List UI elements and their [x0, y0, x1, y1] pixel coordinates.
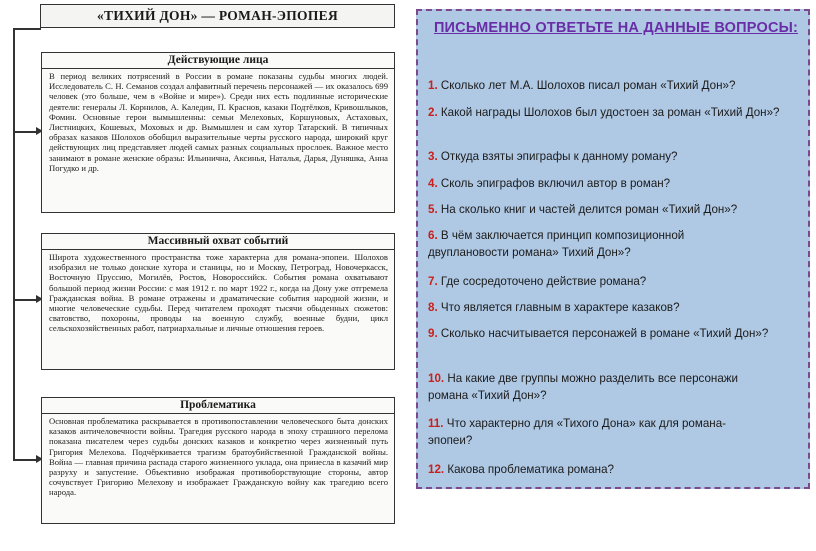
question-text: Что является главным в характере казаков?	[440, 301, 680, 314]
scheme-title: «ТИХИЙ ДОН» — РОМАН-ЭПОПЕЯ	[40, 4, 395, 28]
arrow-right-icon	[13, 131, 37, 133]
block-text: Широта художественного пространства тоже характерна для романа-эпопеи. Шолохов изобразил не только донские хутора и станицы, но и Москву, Петроград, Новочеркасск, Восточную Пруссию, Могилёв, Ростов, Новороссийск. События романа охватывают большой период жизни России: с мая 1912 г. по март 1922 г., когда на Дону уже отгремела Гражданская война. В романе отражены и драматические события народной жизни, и многие человеческие судьбы. Перед читателем проходят тысячи обыденных сюжетов: сватовство, похороны, проводы на военную службу, военные будни, цикл сельскохозяйственных работ, патриархальные и личные отношения героев.	[49, 252, 388, 334]
question-number: 3.	[428, 150, 438, 163]
arrow-right-icon	[13, 459, 37, 461]
questions-panel	[416, 9, 810, 489]
question-item	[428, 461, 788, 478]
question-text: Сколь эпиграфов включил автор в роман?	[440, 177, 671, 190]
question-number: 5.	[428, 203, 438, 216]
question-item	[428, 104, 788, 121]
question-text: Сколько лет М.А. Шолохов писал роман «Тихий Дон»?	[440, 79, 736, 92]
question-number: 1.	[428, 79, 438, 92]
block-characters	[41, 52, 395, 213]
question-number: 11.	[428, 417, 444, 430]
question-number: 9.	[428, 327, 438, 340]
question-item	[428, 148, 788, 165]
question-number: 7.	[428, 275, 438, 288]
question-item	[428, 77, 788, 94]
question-item	[428, 299, 788, 316]
question-item	[428, 415, 768, 449]
question-text: Откуда взяты эпиграфы к данному роману?	[440, 150, 678, 163]
question-item	[428, 227, 748, 261]
scheme-top-connector	[13, 28, 41, 30]
question-number: 4.	[428, 177, 438, 190]
question-text: На какие две группы можно разделить все персонажи романа «Тихий Дон»?	[428, 372, 739, 402]
arrow-right-icon	[13, 299, 37, 301]
question-item	[428, 175, 788, 192]
block-text: В период великих потрясений в России в романе показаны судьбы многих людей. Исследователь С. Н. Семанов создал алфавитный перечень персонажей — их оказалось 699 человек (это больше, чем в «Войне и мире»). Среди них есть подлинные исторические деятели: генералы Л. Корнилов, А. Каледин, П. Краснов, казаки Подтёлков, Кривошлыков, Фомин. Основные герои вымышленны: семьи Мелеховых, Коршуновых, Астаховых, Листницких, Кошевых, Моховых и др. Вымышлен и сам хутор Татарский. В типичных образах казаков Шолохов обобщил выразительные черты русского народа, широкий круг действующих лиц представляет людей самых разных социальных прослоек. Важное место занимают в романе женские образы: Ильинична, Аксинья, Наталья, Дарья, Дуняшка, Анна Погудко и др.	[49, 71, 388, 173]
question-number: 2.	[428, 106, 438, 119]
block-problems	[41, 397, 395, 524]
question-text: Где сосредоточено действие романа?	[440, 275, 647, 288]
panel-title: ПИСЬМЕННО ОТВЕТЬТЕ НА ДАННЫЕ ВОПРОСЫ:	[433, 20, 799, 36]
question-number: 8.	[428, 301, 438, 314]
question-text: Сколько насчитывается персонажей в романе «Тихий Дон»?	[440, 327, 769, 340]
block-text: Основная проблематика раскрывается в противопоставлении человеческого быта донских казаков античеловечности войны. Трагедия русского народа в эпоху страшного перелома показана писателем через судьбы донских казаков и конкретно через жизненный путь Григория Мелехова. Подчёркивается трагизм братоубийственной Гражданской войны. Война — главная причина распада старого жизненного уклада, она принесла в казачий мир разруху и запустение. Объективно изображая противоборствующие стороны, автор сочувствует Григорию Мелехову и изображает Гражданскую войну как трагедию всего народа.	[49, 416, 388, 498]
block-heading: Действующие лица	[42, 53, 394, 69]
question-item	[428, 370, 768, 404]
scheme-vertical-line	[13, 28, 15, 460]
question-number: 6.	[428, 229, 438, 242]
question-text: В чём заключается принцип композиционной двуплановости романа» Тихий Дон»?	[428, 229, 685, 259]
question-text: На сколько книг и частей делится роман «Тихий Дон»?	[440, 203, 738, 216]
question-text: Какой награды Шолохов был удостоен за роман «Тихий Дон»?	[440, 106, 780, 119]
block-heading: Массивный охват событий	[42, 234, 394, 250]
question-number: 10.	[428, 372, 445, 385]
block-heading: Проблематика	[42, 398, 394, 414]
question-item	[428, 201, 788, 218]
question-number: 12.	[428, 463, 445, 476]
block-events	[41, 233, 395, 370]
question-item	[428, 273, 788, 290]
question-text: Какова проблематика романа?	[447, 463, 614, 476]
question-text: Что характерно для «Тихого Дона» как для романа-эпопеи?	[428, 417, 727, 447]
question-item	[428, 325, 788, 342]
